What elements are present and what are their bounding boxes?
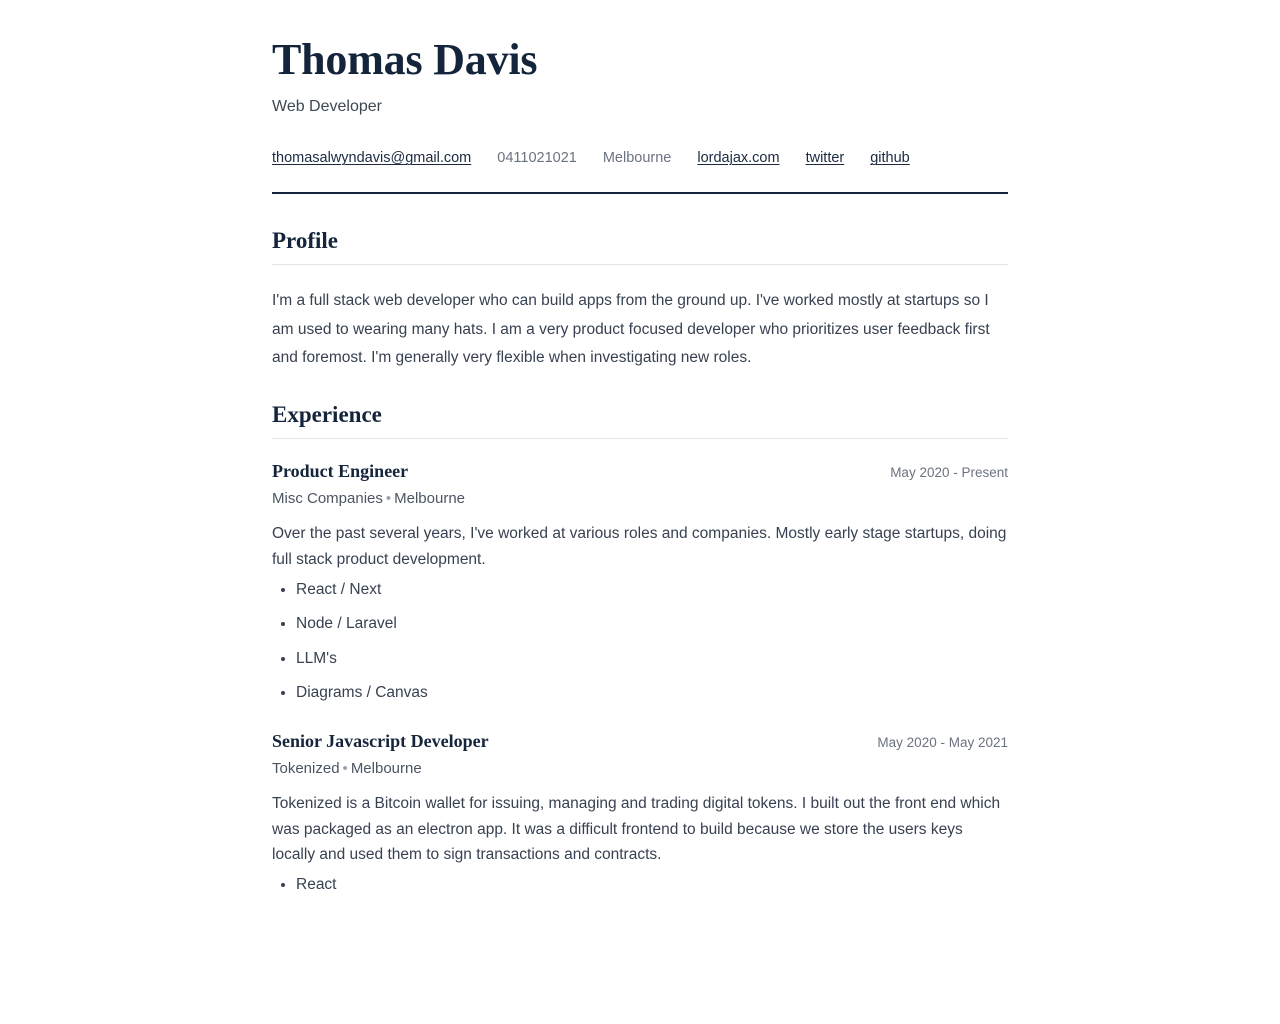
experience-section — [272, 402, 1008, 896]
profile-section — [272, 228, 1008, 372]
experience-item — [272, 461, 1008, 704]
contact-email[interactable]: thomasalwyndavis@gmail.com — [272, 150, 472, 167]
job-header — [272, 461, 1008, 482]
job-highlights — [272, 874, 1008, 896]
job-meta-separator: • — [385, 490, 392, 508]
list-item: • Node / Laravel — [296, 613, 1008, 635]
experience-section-title: Experience — [272, 402, 382, 428]
job-company: Tokenized — [272, 759, 340, 777]
headline: Web Developer — [272, 98, 382, 116]
profile-text: I'm a full stack web developer who can build apps from the ground up. I've worked mostly at startups so I am used to wearing many hats. I am a very product focused developer who prioritizes user feedback first and foremost. I'm generally very flexible when investigating new roles. — [272, 292, 990, 367]
job-dates: May 2020 - Present — [890, 465, 1008, 481]
contact-website[interactable]: lordajax.com — [697, 150, 780, 167]
resume-page — [272, 0, 1008, 896]
job-company: Misc Companies — [272, 490, 383, 508]
job-description: Over the past several years, I've worked at various roles and companies. Mostly early stage startups, doing full stack product development. — [272, 525, 1007, 569]
experience-divider — [272, 438, 1008, 439]
job-meta-separator: • — [342, 759, 348, 777]
contact-github[interactable]: github — [870, 150, 910, 167]
job-location: Melbourne — [394, 490, 466, 508]
list-item: • LLM's — [296, 648, 1008, 670]
list-item: • Diagrams / Canvas — [296, 682, 1008, 704]
job-dates: May 2020 - May 2021 — [877, 734, 1008, 750]
profile-divider — [272, 264, 1008, 265]
contact-row — [272, 150, 1008, 166]
job-meta — [272, 760, 1008, 777]
job-title: Senior Javascript Developer — [272, 730, 489, 751]
job-highlights — [272, 579, 1008, 705]
job-header — [272, 731, 1008, 752]
contact-phone: 0411021021 — [497, 150, 577, 167]
list-item: • React / Next — [296, 579, 1008, 601]
job-description: Tokenized is a Bitcoin wallet for issuing, managing and trading digital tokens. I built out the front end which was packaged as an electron app. It was a difficult frontend to build because we store the users keys locally and used them to sign transactions and contracts. — [272, 794, 1001, 864]
contact-location: Melbourne — [602, 150, 672, 167]
contact-twitter[interactable]: twitter — [805, 150, 845, 167]
job-location: Melbourne — [350, 759, 422, 777]
page-title: Thomas Davis — [272, 35, 538, 84]
job-meta — [272, 490, 1008, 507]
job-title: Product Engineer — [272, 461, 409, 482]
experience-item — [272, 731, 1008, 897]
list-item: • React — [296, 874, 1008, 896]
profile-section-title: Profile — [272, 228, 338, 254]
header-divider — [272, 192, 1008, 194]
